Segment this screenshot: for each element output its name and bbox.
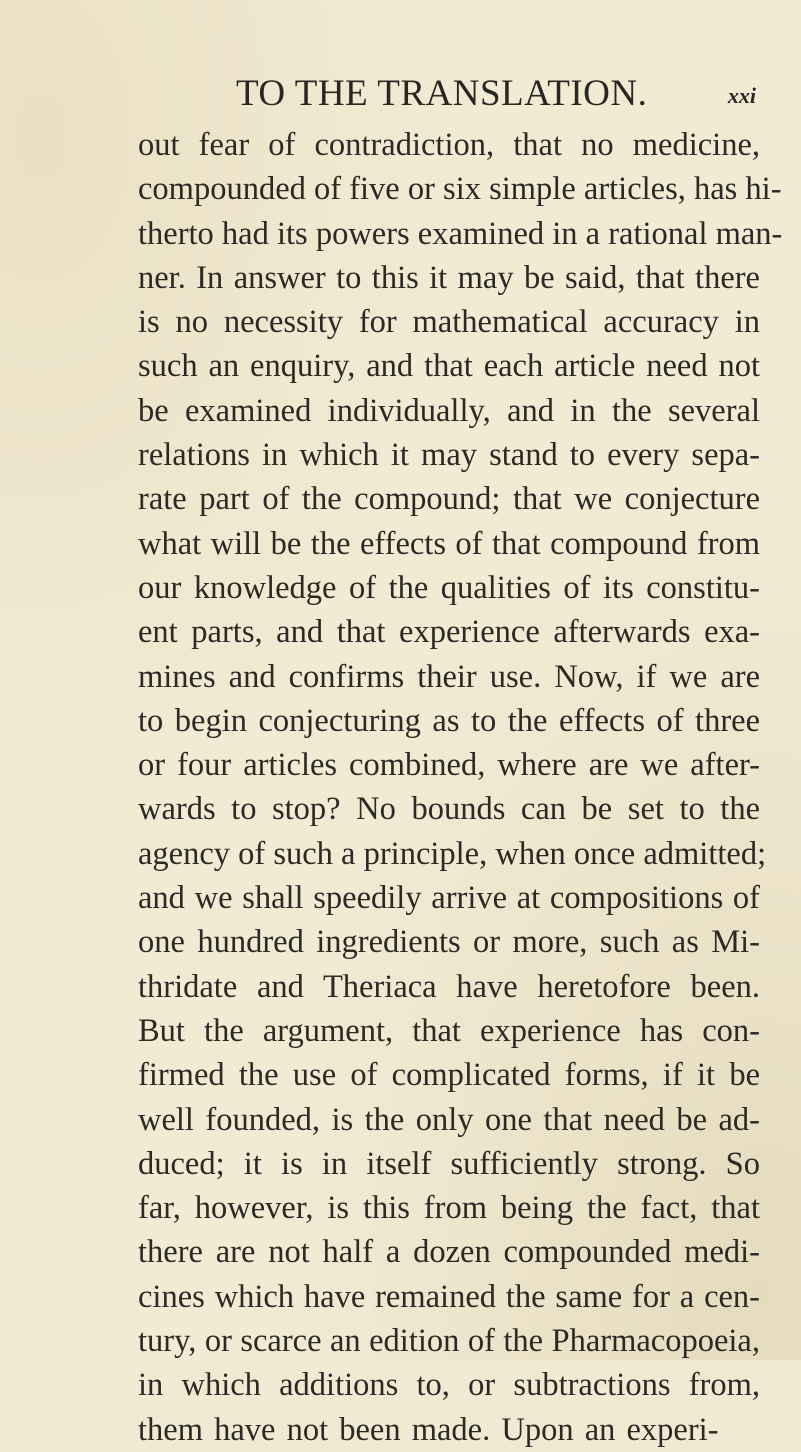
text-line: ent parts, and that experience afterwards exa- [138,614,760,651]
text-line: one hundred ingredients or more, such as Mi- [138,924,760,961]
text-line: compounded of five or six simple articles, has hi- [138,171,782,208]
text-line: and we shall speedily arrive at compositions of [138,880,760,917]
text-line: in which additions to, or subtractions from, [138,1367,760,1404]
text-line: relations in which it may stand to every sepa- [138,437,760,474]
text-line: thridate and Theriaca have heretofore been. [138,968,760,1005]
text-line: therto had its powers examined in a rational man- [138,215,783,252]
text-line: such an enquiry, and that each article need not [138,348,760,385]
text-line: be examined individually, and in the several [138,392,760,429]
text-line: our knowledge of the qualities of its constitu- [138,569,760,606]
running-header [236,72,756,116]
page-number: xxi [727,83,756,108]
text-line: is no necessity for mathematical accuracy in [138,304,760,341]
text-line: or four articles combined, where are we after- [138,747,760,784]
text-line: But the argument, that experience has con- [138,1012,760,1049]
text-line: rate part of the compound; that we conjecture [138,481,760,518]
text-line: far, however, is this from being the fact, that [138,1190,760,1227]
text-line: firmed the use of complicated forms, if it be [138,1057,760,1094]
text-line: tury, or scarce an edition of the Pharmacopoeia, [138,1323,760,1360]
text-line: duced; it is in itself sufficiently strong. So [138,1145,760,1182]
text-line: mines and confirms their use. Now, if we are [138,658,760,695]
text-line: agency of such a principle, when once admitted; [138,835,767,872]
text-line: out fear of contradiction, that no medicine, [138,127,760,163]
running-title: TO THE TRANSLATION. [236,73,648,114]
text-line: what will be the effects of that compound from [138,525,760,562]
text-line: there are not half a dozen compounded medi- [138,1234,760,1271]
text-line: ner. In answer to this it may be said, that there [138,259,760,296]
text-line: wards to stop? No bounds can be set to the [138,791,760,828]
text-line: to begin conjecturing as to the effects of three [138,702,760,739]
text-line: well founded, is the only one that need be ad- [138,1101,760,1138]
text-line: cines which have remained the same for a cen- [138,1278,760,1315]
body-text [138,123,783,1452]
text-line: them have not been made. Upon an experi- [138,1411,719,1448]
